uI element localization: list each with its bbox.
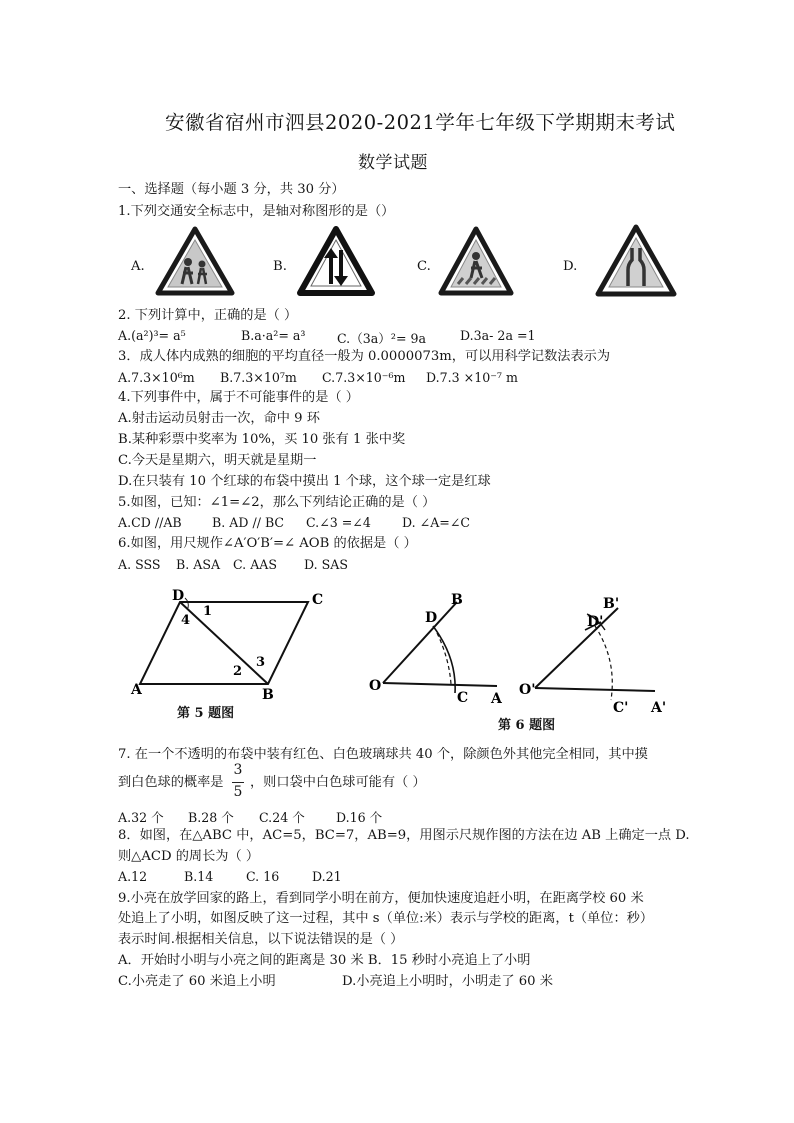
- road-narrows-sign-icon: [595, 224, 677, 298]
- fig6-left-o: O: [369, 678, 382, 694]
- q7-option-d: D.16 个: [336, 810, 383, 825]
- q5-option-b: B. AD // BC: [212, 515, 285, 530]
- q2-option-a: A.(a²)³= a⁵: [118, 328, 186, 343]
- question-9-line-3: 表示时间.根据相关信息，以下说法错误的是（ ）: [118, 932, 404, 947]
- question-6-text: 6.如图，用尺规作∠A′O′B′=∠ AOB 的依据是（ ）: [118, 536, 417, 551]
- page-subtitle: 数学试题: [358, 153, 428, 173]
- section-heading: 一、选择题（每小题 3 分，共 30 分）: [118, 182, 345, 197]
- q6-option-a: A. SSS: [118, 557, 161, 572]
- q5-option-a: A.CD //AB: [118, 515, 182, 530]
- question-7-line-2-post: ，则口袋中白色球可能有（ ）: [250, 775, 426, 790]
- question-5-text: 5.如图，已知：∠1=∠2，那么下列结论正确的是（ ）: [118, 495, 436, 510]
- q3-option-d: D.7.3 ×10⁻⁷ m: [426, 370, 518, 385]
- fig6-left-a: A: [491, 691, 502, 707]
- figure-6-angle-a-prime-o-prime-b-prime: [515, 588, 675, 723]
- question-9-line-1: 9.小亮在放学回家的路上，看到同学小明在前方，便加快速度追赶小明，在距离学校 60 米: [118, 891, 644, 906]
- figure-6-angle-aob: [365, 588, 515, 718]
- q5-option-d: D. ∠A=∠C: [402, 515, 471, 530]
- q6-option-c: C. AAS: [233, 557, 278, 572]
- q9-option-d: D.小亮追上小明时，小明走了 60 米: [342, 974, 553, 989]
- fig5-vertex-b: B: [262, 687, 274, 703]
- fig6-left-b: B: [451, 592, 463, 608]
- q7-option-a: A.32 个: [118, 810, 164, 825]
- q1-option-a-label: A.: [131, 259, 145, 274]
- q8-option-d: D.21: [312, 869, 342, 884]
- q6-option-b: B. ASA: [176, 557, 221, 572]
- q1-option-c-label: C.: [417, 259, 431, 274]
- fig6-left-c: C: [457, 690, 469, 706]
- q2-option-c: C.（3a）²= 9a: [337, 331, 427, 346]
- figure-6-caption: 第 6 题图: [498, 718, 556, 733]
- q8-option-a: A.12: [118, 869, 148, 884]
- question-8-line-1: 8．如图，在△ABC 中，AC=5，BC=7，AB=9，用图示尺规作图的方法在边 AB 上确定一点 D.: [118, 828, 690, 843]
- fig6-right-a: A': [651, 700, 667, 716]
- q7-option-b: B.28 个: [188, 810, 234, 825]
- school-crossing-sign-icon: [155, 226, 235, 296]
- page-title: 安徽省宿州市泗县2020-2021学年七年级下学期期末考试: [165, 111, 676, 134]
- question-4-text: 4.下列事件中，属于不可能事件的是（ ）: [118, 390, 359, 405]
- question-7-line-2-pre: 到白色球的概率是: [118, 775, 224, 790]
- q5-option-c: C.∠3 =∠4: [306, 515, 371, 530]
- fig6-right-b: B': [603, 596, 620, 612]
- question-8-line-2: 则△ACD 的周长为（ ）: [118, 849, 260, 864]
- pedestrian-crossing-sign-icon: [438, 226, 514, 296]
- q9-option-c: C.小亮走了 60 米追上小明: [118, 974, 276, 989]
- fig5-vertex-c: C: [312, 592, 324, 608]
- question-2-text: 2. 下列计算中，正确的是（ ）: [118, 308, 298, 323]
- q3-option-b: B.7.3×10⁷m: [220, 370, 297, 385]
- q7-fraction-bar: [232, 782, 244, 783]
- q4-option-b: B.某种彩票中奖率为 10%，买 10 张有 1 张中奖: [118, 432, 406, 447]
- question-1-text: 1.下列交通安全标志中，是轴对称图形的是（）: [118, 204, 395, 219]
- q7-fraction-denominator: 5: [233, 784, 243, 800]
- q6-option-d: D. SAS: [304, 557, 349, 572]
- q4-option-c: C.今天是星期六，明天就是星期一: [118, 453, 317, 468]
- q1-option-b-label: B.: [273, 259, 287, 274]
- fig6-left-d: D: [425, 610, 438, 626]
- fig5-angle-1: 1: [203, 604, 213, 619]
- fig6-right-d: D': [587, 614, 604, 630]
- q2-option-d: D.3a- 2a =1: [460, 328, 536, 343]
- q7-fraction-numerator: 3: [233, 762, 243, 778]
- fig5-angle-3: 3: [256, 655, 266, 670]
- q3-option-a: A.7.3×10⁶m: [118, 370, 195, 385]
- q8-option-c: C. 16: [246, 869, 280, 884]
- fig5-angle-2: 2: [233, 664, 243, 679]
- question-9-line-2: 处追上了小明，如图反映了这一过程，其中 s（单位:米）表示与学校的距离，t（单位：秒）: [118, 911, 654, 926]
- q4-option-a: A.射击运动员射击一次，命中 9 环: [118, 411, 320, 426]
- q4-option-d: D.在只装有 10 个红球的布袋中摸出 1 个球，这个球一定是红球: [118, 474, 491, 489]
- fig6-right-o: O': [519, 682, 536, 698]
- fig5-vertex-a: A: [131, 682, 142, 698]
- q9-options-ab: A．开始时小明与小亮之间的距离是 30 米 B．15 秒时小亮追上了小明: [118, 953, 531, 968]
- q7-option-c: C.24 个: [259, 810, 305, 825]
- question-3-text: 3．成人体内成熟的细胞的平均直径一般为 0.0000073m，可以用科学记数法表示为: [118, 349, 611, 364]
- figure-5-caption: 第 5 题图: [177, 706, 235, 721]
- q3-option-c: C.7.3×10⁻⁶m: [322, 370, 406, 385]
- two-way-traffic-sign-icon: [297, 226, 375, 296]
- fig6-right-c: C': [613, 700, 629, 716]
- fig5-angle-4: 4: [181, 613, 191, 628]
- q2-option-b: B.a·a²= a³: [241, 328, 306, 343]
- q1-option-d-label: D.: [563, 259, 578, 274]
- q8-option-b: B.14: [184, 869, 214, 884]
- question-7-line-1: 7. 在一个不透明的布袋中装有红色、白色玻璃球共 40 个，除颜色外其他完全相同，其中摸: [118, 747, 648, 762]
- fig5-vertex-d: D: [172, 588, 185, 604]
